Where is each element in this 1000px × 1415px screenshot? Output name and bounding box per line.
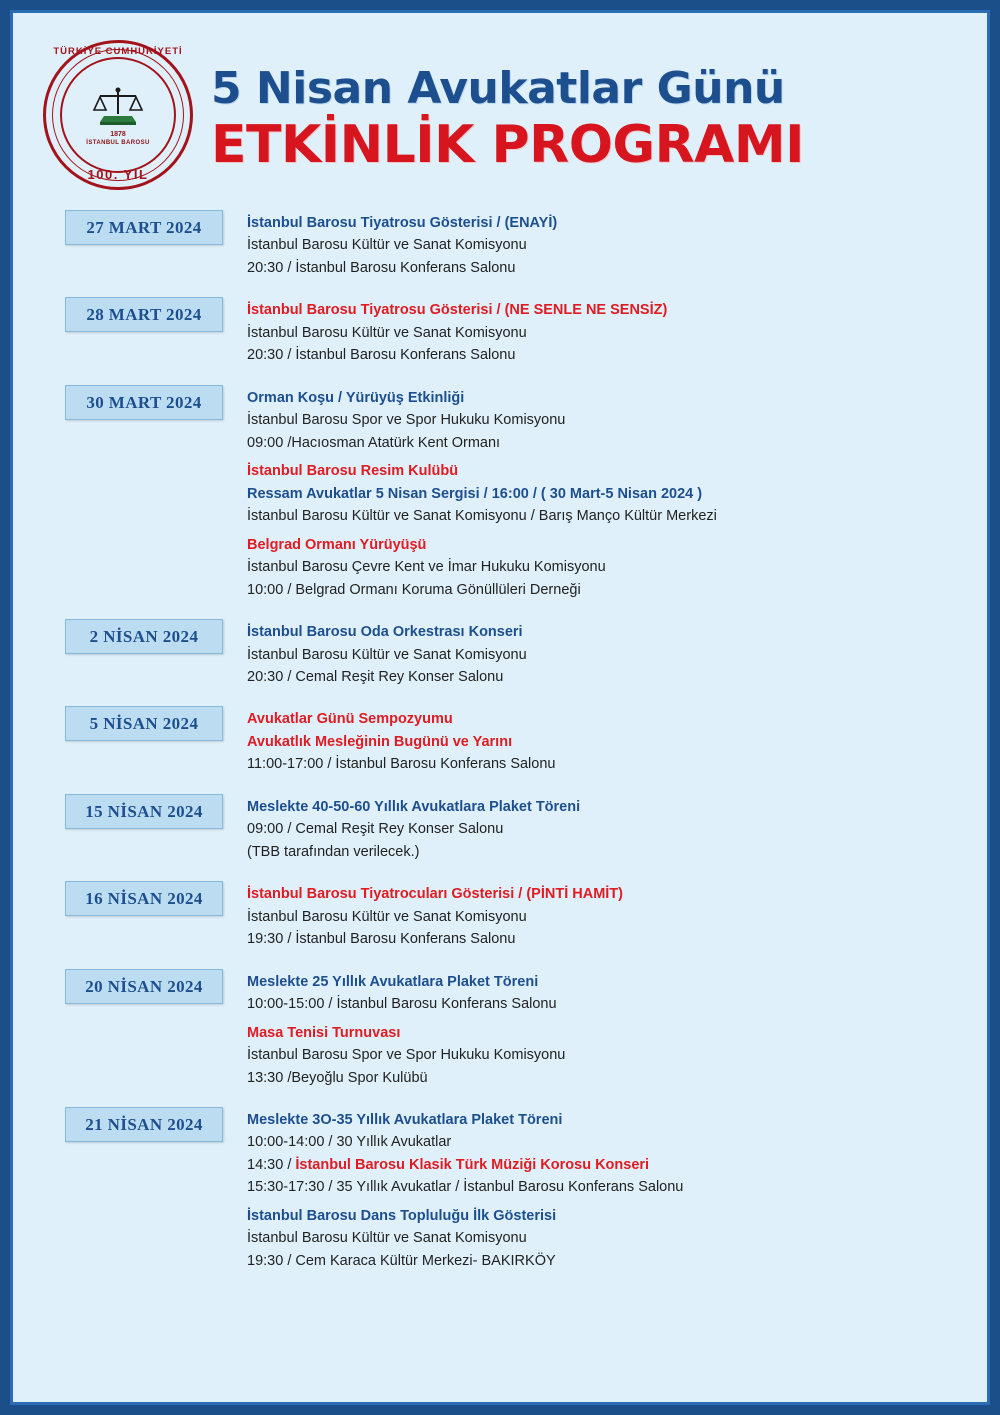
event-line: İstanbul Barosu Kültür ve Sanat Komisyonu xyxy=(247,237,527,254)
event-line: 10:00 / Belgrad Ormanı Koruma Gönüllüleri Derneği xyxy=(247,581,581,598)
event-line: Avukatlık Mesleğinin Bugünü ve Yarını xyxy=(247,733,513,750)
event-line: İstanbul Barosu Tiyatrocuları Gösterisi / (PİNTİ HAMİT) xyxy=(247,886,623,903)
date-chip: 16 NİSAN 2024 xyxy=(65,881,223,916)
event-line: İstanbul Barosu Tiyatrosu Gösterisi / (ENAYİ) xyxy=(247,215,558,231)
event-item xyxy=(247,299,957,366)
event-item xyxy=(247,883,957,950)
event-group xyxy=(247,969,957,1091)
event-line: 19:30 / Cem Karaca Kültür Merkezi- BAKIRKÖY xyxy=(247,1252,556,1269)
event-line: Ressam Avukatlar 5 Nisan Sergisi / 16:00 / ( 30 Mart-5 Nisan 2024 ) xyxy=(247,485,703,502)
seal-arc-bottom-text: 100. YIL xyxy=(87,166,149,182)
event-line: İstanbul Barosu Kültür ve Sanat Komisyonu xyxy=(247,324,527,341)
event-line: 10:00-14:00 / 30 Yıllık Avukatlar xyxy=(247,1134,452,1151)
event-line: İstanbul Barosu Spor ve Spor Hukuku Komisyonu xyxy=(247,1047,566,1064)
event-item xyxy=(247,708,957,775)
date-cell xyxy=(43,385,223,420)
event-line: 20:30 / İstanbul Barosu Konferans Salonu xyxy=(247,259,516,276)
program-row xyxy=(43,619,957,690)
date-cell xyxy=(43,794,223,829)
date-chip: 27 MART 2024 xyxy=(65,210,223,245)
poster-header xyxy=(13,13,987,198)
event-line: (TBB tarafından verilecek.) xyxy=(247,843,420,860)
program-row xyxy=(43,881,957,952)
event-line: 13:30 /Beyoğlu Spor Kulübü xyxy=(247,1069,428,1086)
event-line: İstanbul Barosu Tiyatrosu Gösterisi / (NE SENLE NE SENSİZ) xyxy=(247,302,668,319)
date-cell xyxy=(43,969,223,1004)
date-chip: 30 MART 2024 xyxy=(65,385,223,420)
date-chip: 20 NİSAN 2024 xyxy=(65,969,223,1004)
date-chip: 2 NİSAN 2024 xyxy=(65,619,223,654)
event-line: 20:30 / Cemal Reşit Rey Konser Salonu xyxy=(247,668,504,685)
page-title: 5 Nisan Avukatlar Günü xyxy=(211,63,785,115)
program-row xyxy=(43,969,957,1091)
date-cell xyxy=(43,706,223,741)
event-line: 10:00-15:00 / İstanbul Barosu Konferans Salonu xyxy=(247,996,557,1013)
event-line: 15:30-17:30 / 35 Yıllık Avukatlar / İstanbul Barosu Konferans Salonu xyxy=(247,1179,684,1196)
event-group xyxy=(247,706,957,777)
event-group xyxy=(247,385,957,603)
date-chip: 28 MART 2024 xyxy=(65,297,223,332)
seal-year: 1878 xyxy=(110,130,126,138)
event-item xyxy=(247,534,957,601)
event-line: 19:30 / İstanbul Barosu Konferans Salonu xyxy=(247,931,516,948)
event-group xyxy=(247,619,957,690)
event-item xyxy=(247,971,957,1016)
program-list xyxy=(13,198,987,1274)
date-chip: 21 NİSAN 2024 xyxy=(65,1107,223,1142)
program-row xyxy=(43,297,957,368)
event-line: İstanbul Barosu Çevre Kent ve İmar Hukuku Komisyonu xyxy=(247,559,606,576)
program-row xyxy=(43,706,957,777)
istanbul-barosu-seal xyxy=(43,40,193,190)
event-line: Masa Tenisi Turnuvası xyxy=(247,1024,401,1041)
event-line: İstanbul Barosu Oda Orkestrası Konseri xyxy=(247,624,523,641)
program-row xyxy=(43,210,957,281)
event-line: İstanbul Barosu Kültür ve Sanat Komisyonu xyxy=(247,1230,527,1247)
program-row xyxy=(43,1107,957,1274)
date-chip: 5 NİSAN 2024 xyxy=(65,706,223,741)
page-subtitle: ETKİNLİK PROGRAMI xyxy=(211,114,804,175)
seal-core xyxy=(71,68,165,162)
event-item xyxy=(247,1109,957,1199)
event-line xyxy=(247,1154,957,1176)
event-line: Meslekte 3O-35 Yıllık Avukatlara Plaket Töreni xyxy=(247,1112,563,1128)
title-block xyxy=(193,56,804,175)
event-line: Belgrad Ormanı Yürüyüşü xyxy=(247,536,427,553)
event-line: Orman Koşu / Yürüyüş Etkinliği xyxy=(247,389,465,406)
date-cell xyxy=(43,297,223,332)
date-cell xyxy=(43,210,223,245)
date-cell xyxy=(43,881,223,916)
event-line: İstanbul Barosu Resim Kulübü xyxy=(247,463,459,480)
event-item xyxy=(247,460,957,527)
event-line: İstanbul Barosu Spor ve Spor Hukuku Komisyonu xyxy=(247,412,566,429)
event-line-title: İstanbul Barosu Klasik Türk Müziği Korosu Konseri xyxy=(295,1156,650,1173)
event-line: 20:30 / İstanbul Barosu Konferans Salonu xyxy=(247,347,516,364)
event-group xyxy=(247,210,957,281)
event-line-time: 14:30 / xyxy=(247,1156,296,1173)
event-item xyxy=(247,1205,957,1272)
date-cell xyxy=(43,619,223,654)
seal-caption: İSTANBUL BAROSU xyxy=(86,139,150,146)
event-line: 09:00 / Cemal Reşit Rey Konser Salonu xyxy=(247,821,504,838)
event-line: İstanbul Barosu Kültür ve Sanat Komisyonu / Barış Manço Kültür Merkezi xyxy=(247,508,717,525)
date-chip: 15 NİSAN 2024 xyxy=(65,794,223,829)
event-item xyxy=(247,212,957,279)
date-cell xyxy=(43,1107,223,1142)
poster xyxy=(10,10,990,1405)
event-line: İstanbul Barosu Kültür ve Sanat Komisyonu xyxy=(247,646,527,663)
program-row xyxy=(43,794,957,865)
program-row xyxy=(43,385,957,603)
event-item xyxy=(247,621,957,688)
event-line: Avukatlar Günü Sempozyumu xyxy=(247,711,453,728)
event-line: Meslekte 40-50-60 Yıllık Avukatlara Plaket Töreni xyxy=(247,798,581,815)
event-line: 09:00 /Hacıosman Atatürk Kent Ormanı xyxy=(247,434,501,451)
event-line: 11:00-17:00 / İstanbul Barosu Konferans Salonu xyxy=(247,756,556,773)
event-group xyxy=(247,1107,957,1274)
event-item xyxy=(247,796,957,863)
event-group xyxy=(247,794,957,865)
event-group xyxy=(247,297,957,368)
event-line: İstanbul Barosu Kültür ve Sanat Komisyonu xyxy=(247,908,527,925)
event-line: İstanbul Barosu Dans Topluluğu İlk Gösterisi xyxy=(247,1207,557,1224)
event-line: Meslekte 25 Yıllık Avukatlara Plaket Töreni xyxy=(247,973,539,990)
scales-of-justice-icon xyxy=(92,84,144,130)
seal-arc-top-text: TÜRKİYE CUMHURİYETİ xyxy=(53,45,183,57)
event-item xyxy=(247,387,957,454)
event-group xyxy=(247,881,957,952)
event-item xyxy=(247,1022,957,1089)
